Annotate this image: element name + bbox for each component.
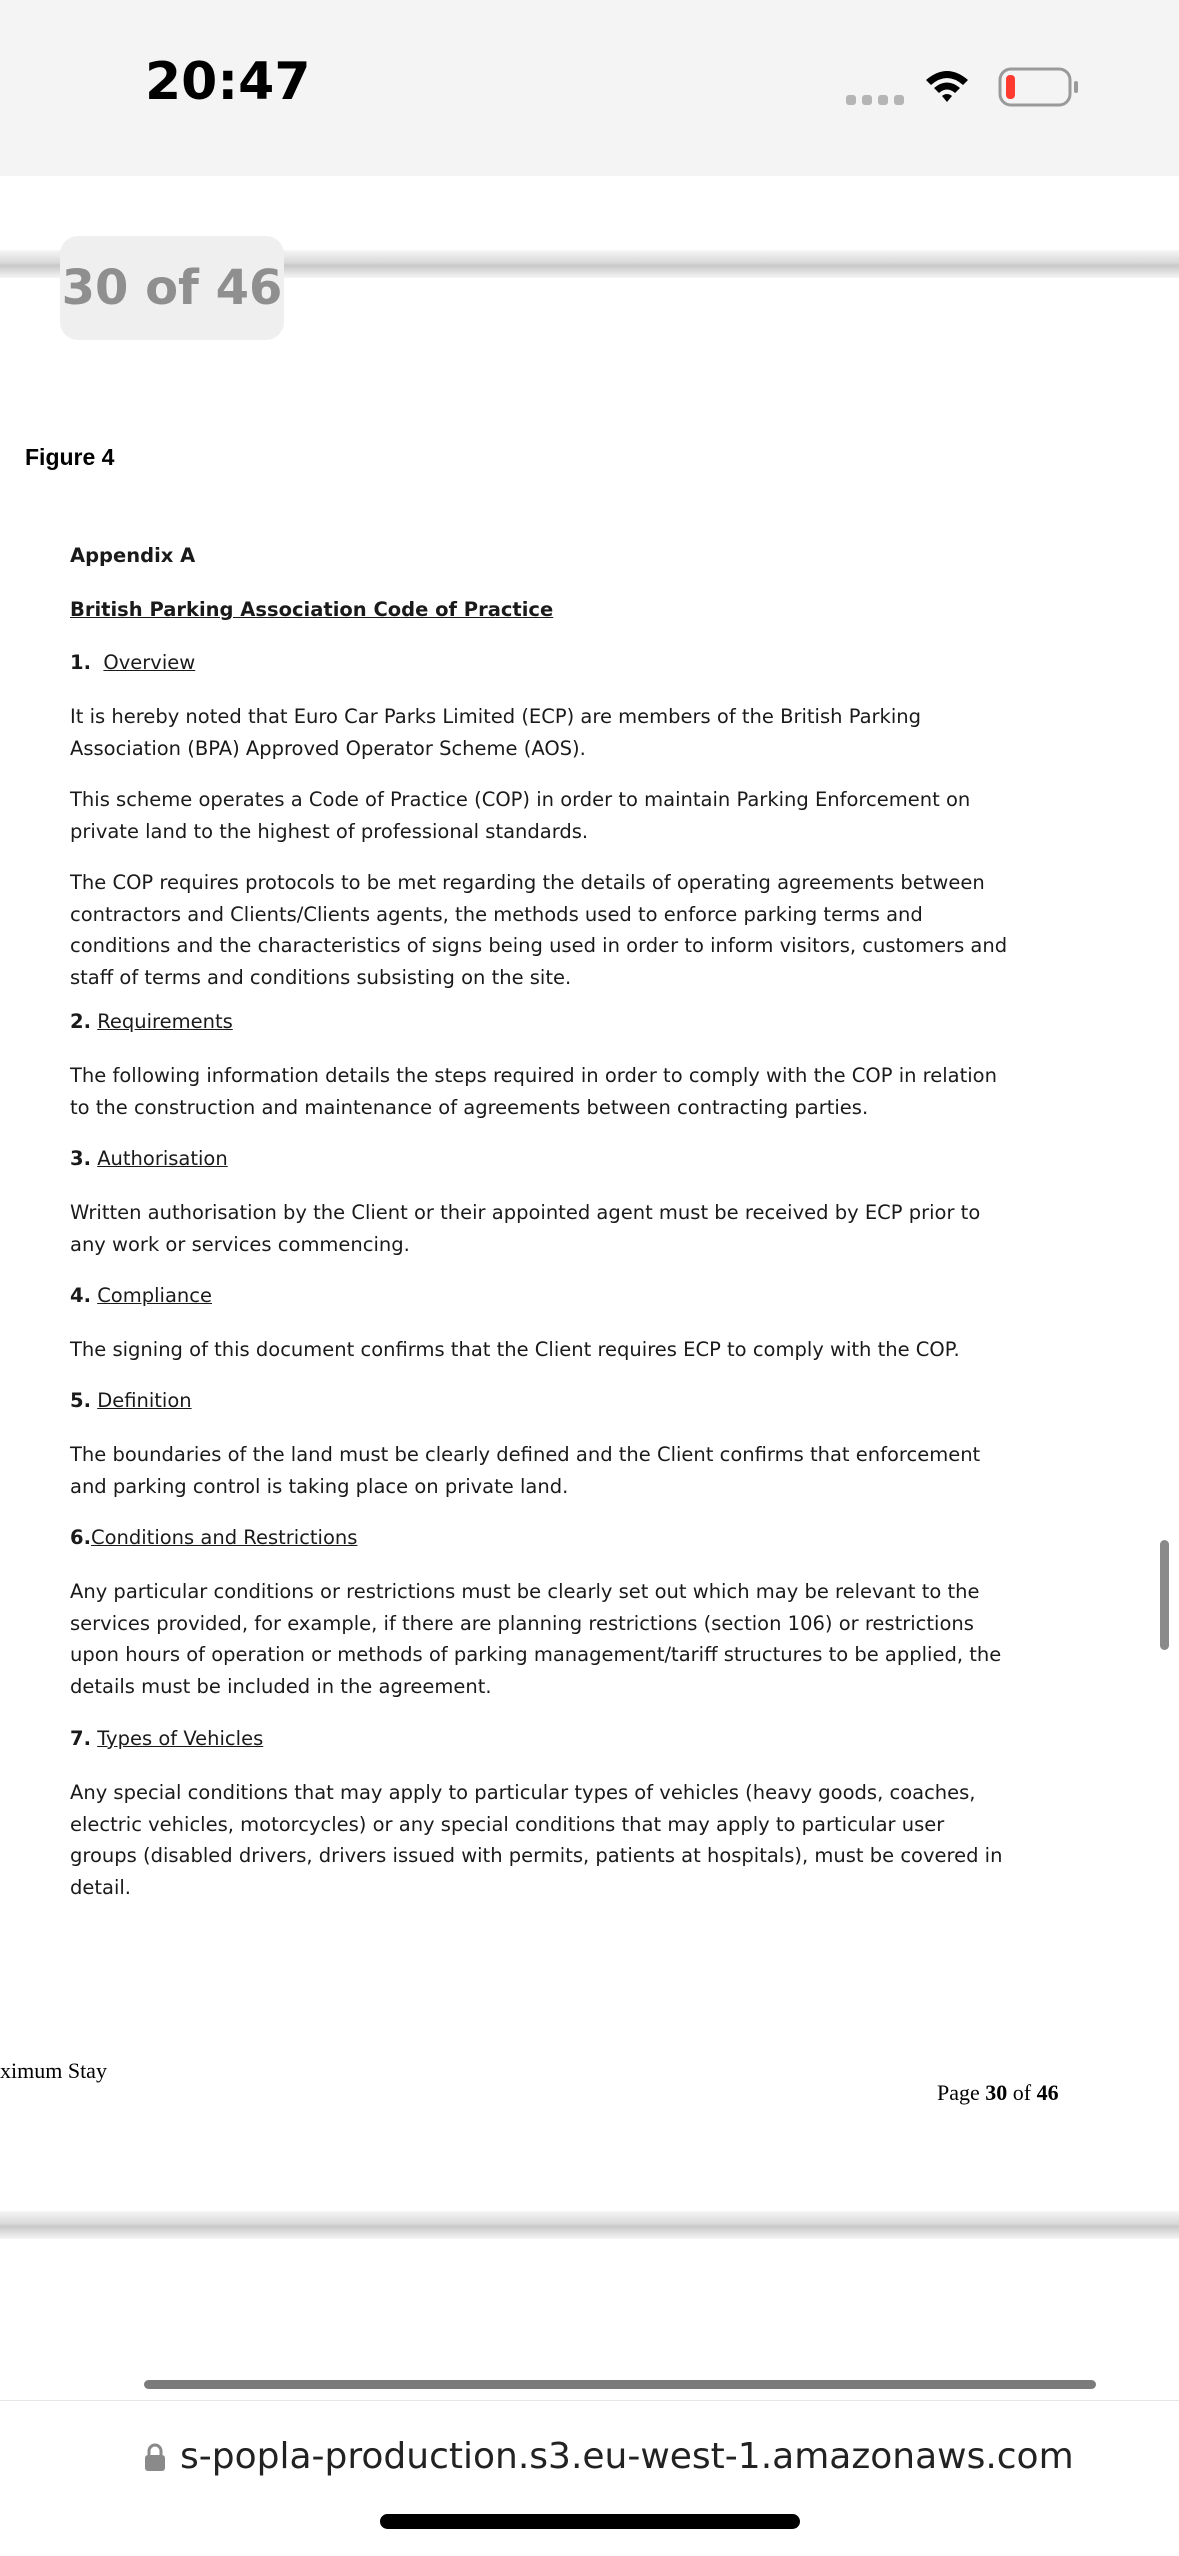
figure-label: Figure 4 [25, 444, 115, 470]
section-heading: 6.Conditions and Restrictions [70, 1526, 358, 1549]
status-bar [0, 0, 1179, 176]
page-number-footer: Page 30 of 46 [937, 2080, 1059, 2105]
scrollbar-thumb[interactable] [1160, 1540, 1169, 1650]
paragraph: The signing of this document confirms that the Client requires ECP to comply with the COP. [70, 1338, 960, 1361]
paragraph: This scheme operates a Code of Practice (COP) in order to maintain Parking Enforcement on private land to the highest of professional standards. [70, 788, 971, 843]
paragraph: It is hereby noted that Euro Car Parks Limited (ECP) are members of the British Parking Association (BPA) Approved Operator Scheme (AOS). [70, 705, 921, 760]
page-separator-bottom [0, 2211, 1179, 2239]
battery-low-icon [998, 66, 1080, 108]
pdf-viewer[interactable] [0, 176, 1179, 2400]
section-heading: 1. Overview [70, 651, 196, 674]
paragraph: The following information details the steps required in order to comply with the COP in relation to the construction and maintenance of agreements between contracting parties. [70, 1064, 997, 1119]
section-heading: 3. Authorisation [70, 1147, 228, 1170]
paragraph: Any special conditions that may apply to particular types of vehicles (heavy goods, coaches, electric vehicles, motorcycles) or any special conditions that may apply to particular user groups (disabled drivers, drivers issued with permits, patients at hospitals), must be covered in detail. [70, 1781, 1003, 1899]
page-indicator: 30 of 46 [60, 236, 284, 340]
section-heading: 4. Compliance [70, 1284, 212, 1307]
section-heading: 2. Requirements [70, 1010, 233, 1033]
appendix-heading: Appendix A [70, 544, 196, 567]
toolbar-handle [144, 2380, 1096, 2389]
section-heading: 5. Definition [70, 1389, 192, 1412]
url-text[interactable]: s-popla-production.s3.eu-west-1.amazonaws.com [180, 2436, 1074, 2477]
footer-left-text: ximum Stay [0, 2058, 107, 2083]
wifi-icon [922, 66, 972, 106]
section-heading: 7. Types of Vehicles [70, 1727, 264, 1750]
address-bar[interactable] [144, 2436, 1074, 2477]
paragraph: Written authorisation by the Client or their appointed agent must be received by ECP prior to any work or services commencing. [70, 1201, 981, 1256]
code-title: British Parking Association Code of Practice [70, 598, 554, 621]
status-time: 20:47 [145, 52, 311, 112]
paragraph: The COP requires protocols to be met regarding the details of operating agreements between contractors and Clients/Clients agents, the methods used to enforce parking terms and conditions and the characteristics of signs being used in order to inform visitors, customers and staff of terms and conditions subsisting on the site. [70, 871, 1008, 989]
home-indicator[interactable] [380, 2514, 800, 2529]
lock-icon [144, 2442, 166, 2472]
paragraph: The boundaries of the land must be clearly defined and the Client confirms that enforcement and parking control is taking place on private land. [70, 1443, 981, 1498]
browser-bottom-bar [0, 2400, 1179, 2556]
paragraph: Any particular conditions or restrictions must be clearly set out which may be relevant to the services provided, for example, if there are planning restrictions (section 106) or restrictions upon hours of operation or methods of parking management/tariff structures to be applied, the details must be included in the agreement. [70, 1580, 1002, 1698]
cellular-signal-icon [846, 95, 904, 105]
